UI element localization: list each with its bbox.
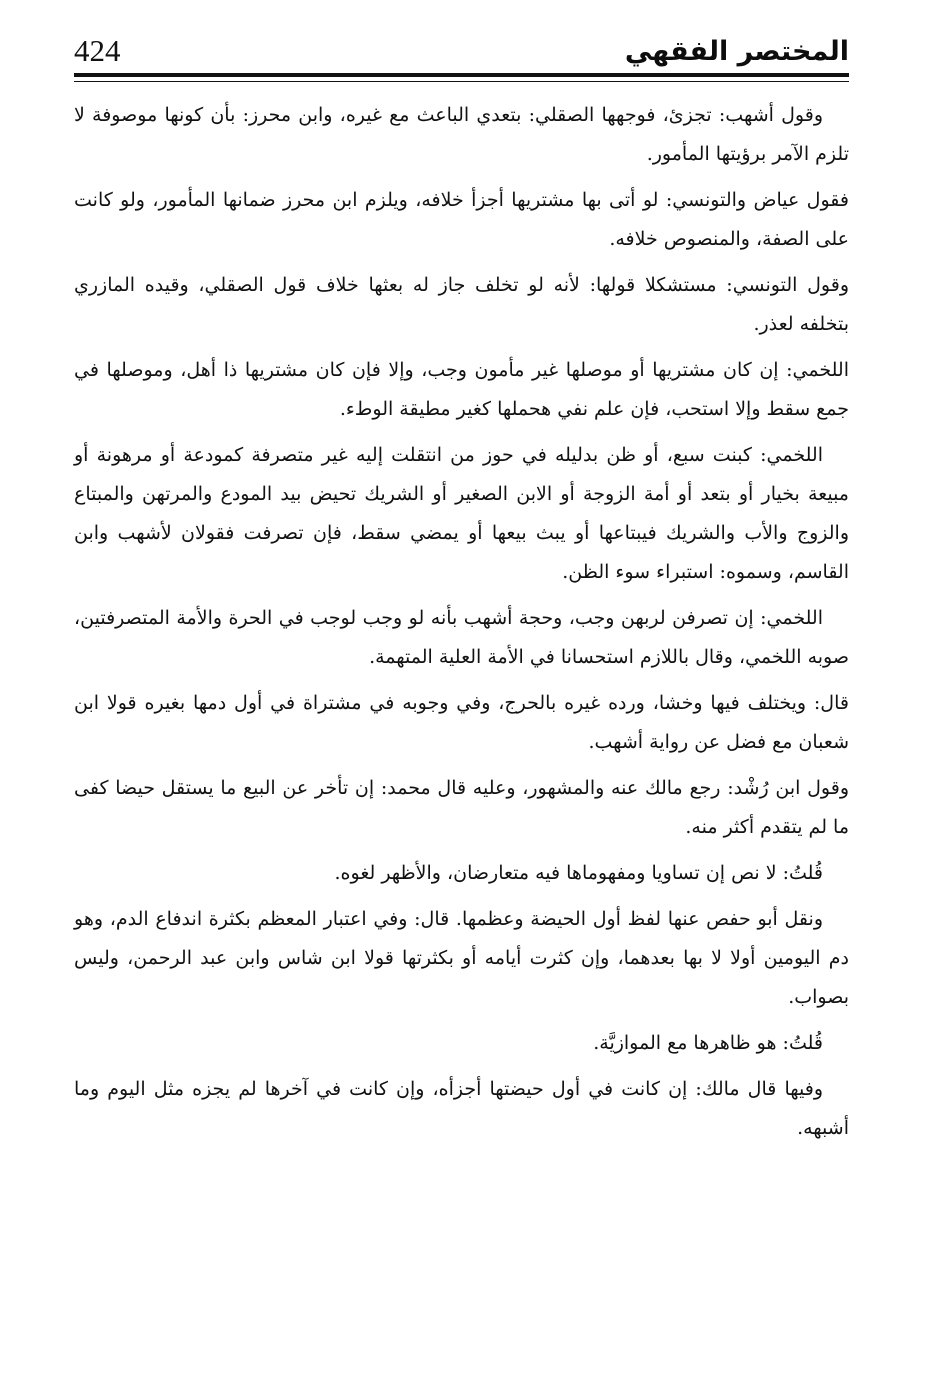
paragraph-11: قُلتُ: هو ظاهرها مع الموازيَّة. bbox=[593, 1032, 823, 1054]
paragraph-1: وقول أشهب: تجزئ، فوجهها الصقلي: بتعدي الباعث مع غيره، وابن محرز: بأن كونها موصوفة لا تلزم الآمر برؤيتها المأمور. bbox=[74, 104, 849, 165]
paragraph-4: اللخمي: إن كان مشتريها أو موصلها غير مأمون وجب، وإلا فإن كان مشتريها ذا أهل، وموصلها في جمع سقط وإلا استحب، فإن علم نفي هحملها كغير مطيقة الوطء. bbox=[74, 359, 849, 420]
paragraph-2: فقول عياض والتونسي: لو أتى بها مشتريها أجزأ خلافه، ويلزم ابن محرز ضمانها المأمور، ولو كانت على الصفة، والمنصوص خلافه. bbox=[74, 189, 849, 250]
header-rule-thin bbox=[74, 81, 849, 82]
paragraph-5: اللخمي: كبنت سبع، أو ظن بدليله في حوز من انتقلت إليه غير متصرفة كمودعة أو مرهونة أو مبيعة بخيار أو بتعد أو أمة الزوجة أو الابن الصغير أو الشريك تحيض بيد المودع والمرتهن والمبتاع والزوج والأب والشريك فيبتاعها أو يبث بيعها أو يمضي سقط، فإن تصرفت فقولان لأشهب وابن القاسم، وسموه: استبراء سوء الظن. bbox=[74, 444, 849, 583]
paragraph-3: وقول التونسي: مستشكلا قولها: لأنه لو تخلف جاز له بعثها خلاف قول الصقلي، وقيده المازري بتخلفه لعذر. bbox=[74, 274, 849, 335]
paragraph-12: وفيها قال مالك: إن كانت في أول حيضتها أجزأه، وإن كانت في آخرها لم يجزه مثل اليوم وما أشبهه. bbox=[74, 1078, 849, 1139]
header-rule-thick bbox=[74, 73, 849, 77]
paragraph-10: ونقل أبو حفص عنها لفظ أول الحيضة وعظمها. قال: وفي اعتبار المعظم بكثرة اندفاع الدم، وهو دم اليومين أولا لا بها بعدهما، وإن كثرت أيامه أو بكثرتها قولا ابن شاس وابن عبد الرحمن، وليس بصواب. bbox=[74, 908, 849, 1008]
paragraph-7: قال: ويختلف فيها وخشا، ورده غيره بالحرج، وفي وجوبه في مشتراة في أول دمها بغيره قولا ابن شعبان مع فضل عن رواية أشهب. bbox=[74, 692, 849, 753]
page-header bbox=[74, 30, 849, 74]
running-title: المختصر الفقهي bbox=[624, 36, 849, 67]
body-text bbox=[74, 96, 849, 1155]
paragraph-6: اللخمي: إن تصرفن لربهن وجب، وحجة أشهب بأنه لو وجب لوجب في الحرة والأمة المتصرفتين، صوبه اللخمي، وقال باللازم استحسانا في الأمة العلية المتهمة. bbox=[74, 607, 849, 668]
paragraph-9: قُلتُ: لا نص إن تساويا ومفهوماها فيه متعارضان، والأظهر لغوه. bbox=[334, 862, 823, 884]
page-number: 424 bbox=[74, 33, 121, 68]
paragraph-8: وقول ابن رُشْد: رجع مالك عنه والمشهور، وعليه قال محمد: إن تأخر عن البيع ما يستقل حيضا كفى ما لم يتقدم أكثر منه. bbox=[74, 777, 849, 838]
